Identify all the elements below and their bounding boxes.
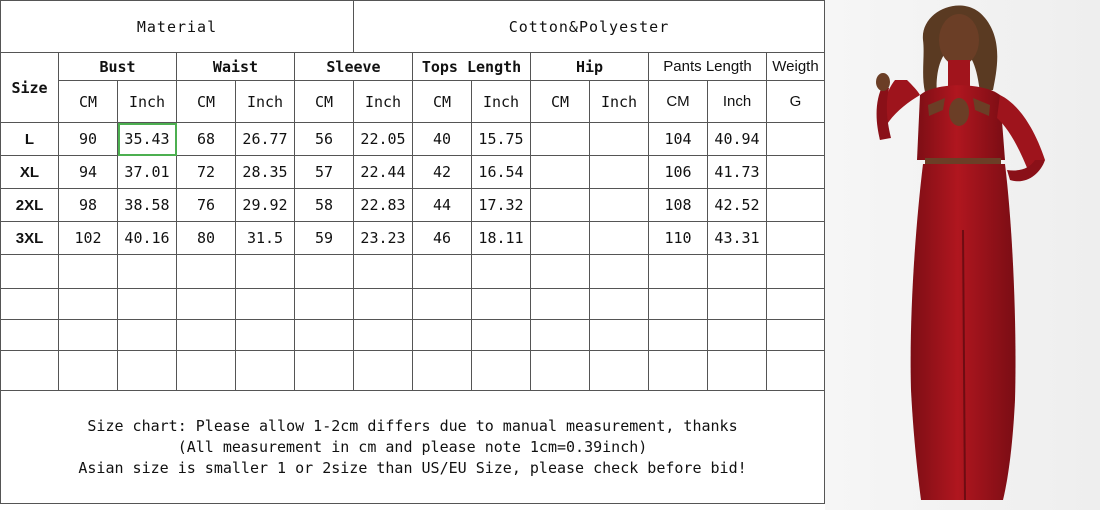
pants-inch-cell[interactable]: 41.73: [708, 156, 767, 189]
empty-cell[interactable]: [236, 255, 295, 289]
pants-cm-cell[interactable]: 104: [649, 123, 708, 156]
empty-cell[interactable]: [1, 289, 59, 320]
tops-cm-cell[interactable]: 42: [413, 156, 472, 189]
note-line-3: Asian size is smaller 1 or 2size than US/EU Size, please check before bid!: [78, 458, 747, 477]
empty-cell[interactable]: [1, 351, 59, 391]
sleeve-cm-cell[interactable]: 57: [295, 156, 354, 189]
tops-inch-cell[interactable]: 18.11: [472, 222, 531, 255]
empty-cell[interactable]: [413, 289, 472, 320]
tops-cm-cell[interactable]: 40: [413, 123, 472, 156]
tops-inch-cell[interactable]: 16.54: [472, 156, 531, 189]
empty-cell[interactable]: [708, 351, 767, 391]
unit-cm[interactable]: CM: [59, 81, 118, 123]
hip-cm-cell[interactable]: [531, 222, 590, 255]
empty-cell[interactable]: [59, 320, 118, 351]
unit-inch[interactable]: Inch: [590, 81, 649, 123]
table-row: [1, 189, 825, 222]
weight-cell[interactable]: [767, 189, 825, 222]
model-illustration: [825, 0, 1100, 510]
bust-cm-cell[interactable]: 102: [59, 222, 118, 255]
bust-cm-cell[interactable]: 90: [59, 123, 118, 156]
unit-inch[interactable]: Inch: [118, 81, 177, 123]
sleeve-inch-cell[interactable]: 22.83: [354, 189, 413, 222]
waist-cm-cell[interactable]: 80: [177, 222, 236, 255]
empty-row: [1, 255, 825, 289]
empty-cell[interactable]: [531, 320, 590, 351]
bust-inch-cell[interactable]: 38.58: [118, 189, 177, 222]
empty-cell[interactable]: [472, 255, 531, 289]
sleeve-inch-cell[interactable]: 22.05: [354, 123, 413, 156]
hip-cm-cell[interactable]: [531, 189, 590, 222]
empty-cell[interactable]: [59, 255, 118, 289]
sleeve-inch-cell[interactable]: 22.44: [354, 156, 413, 189]
empty-cell[interactable]: [708, 255, 767, 289]
bust-cm-cell[interactable]: 94: [59, 156, 118, 189]
empty-cell[interactable]: [767, 351, 825, 391]
pants-inch-cell[interactable]: 42.52: [708, 189, 767, 222]
material-value[interactable]: Cotton&Polyester: [354, 1, 825, 53]
hip-inch-cell[interactable]: [590, 123, 649, 156]
empty-cell[interactable]: [295, 320, 354, 351]
hip-inch-cell[interactable]: [590, 156, 649, 189]
bust-cm-cell[interactable]: 98: [59, 189, 118, 222]
empty-cell[interactable]: [236, 351, 295, 391]
waist-inch-cell[interactable]: 26.77: [236, 123, 295, 156]
waist-inch-cell[interactable]: 29.92: [236, 189, 295, 222]
table-row: [1, 156, 825, 189]
sleeve-cm-cell[interactable]: 56: [295, 123, 354, 156]
empty-cell[interactable]: [413, 255, 472, 289]
empty-cell[interactable]: [295, 289, 354, 320]
waist-cm-cell[interactable]: 68: [177, 123, 236, 156]
tops-cm-cell[interactable]: 44: [413, 189, 472, 222]
empty-cell[interactable]: [590, 289, 649, 320]
empty-cell[interactable]: [177, 289, 236, 320]
unit-cm[interactable]: CM: [531, 81, 590, 123]
empty-cell[interactable]: [118, 255, 177, 289]
sleeve-cm-cell[interactable]: 58: [295, 189, 354, 222]
empty-cell[interactable]: [767, 289, 825, 320]
empty-cell[interactable]: [177, 255, 236, 289]
empty-cell[interactable]: [590, 351, 649, 391]
table-row: [1, 222, 825, 255]
empty-cell[interactable]: [649, 289, 708, 320]
hip-header[interactable]: Hip: [531, 53, 649, 81]
bust-inch-cell-selected[interactable]: 35.43: [118, 123, 177, 156]
size-label[interactable]: L: [1, 123, 59, 156]
sleeve-cm-cell[interactable]: 59: [295, 222, 354, 255]
unit-cm[interactable]: CM: [413, 81, 472, 123]
waist-header[interactable]: Waist: [177, 53, 295, 81]
empty-cell[interactable]: [590, 255, 649, 289]
empty-cell[interactable]: [472, 351, 531, 391]
empty-cell[interactable]: [649, 255, 708, 289]
empty-cell[interactable]: [354, 351, 413, 391]
empty-row: [1, 351, 825, 391]
pants-inch-cell[interactable]: 43.31: [708, 222, 767, 255]
empty-cell[interactable]: [708, 320, 767, 351]
empty-cell[interactable]: [413, 320, 472, 351]
empty-cell[interactable]: [590, 320, 649, 351]
empty-cell[interactable]: [177, 320, 236, 351]
weight-cell[interactable]: [767, 123, 825, 156]
size-chart-note[interactable]: [1, 391, 825, 504]
pants-cm-cell[interactable]: 110: [649, 222, 708, 255]
size-label[interactable]: 3XL: [1, 222, 59, 255]
pants-cm-cell[interactable]: 108: [649, 189, 708, 222]
empty-cell[interactable]: [649, 351, 708, 391]
tops-inch-cell[interactable]: 17.32: [472, 189, 531, 222]
unit-cm[interactable]: CM: [649, 81, 708, 123]
hip-cm-cell[interactable]: [531, 156, 590, 189]
empty-cell[interactable]: [354, 320, 413, 351]
empty-cell[interactable]: [767, 255, 825, 289]
waist-cm-cell[interactable]: 76: [177, 189, 236, 222]
tops-length-header[interactable]: Tops Length: [413, 53, 531, 81]
empty-cell[interactable]: [413, 351, 472, 391]
note-line-1: Size chart: Please allow 1-2cm differs due to manual measurement, thanks: [87, 416, 738, 435]
note-line-2: (All measurement in cm and please note 1cm=0.39inch): [177, 437, 648, 456]
unit-inch[interactable]: Inch: [708, 81, 767, 123]
empty-cell[interactable]: [236, 320, 295, 351]
empty-row: [1, 289, 825, 320]
bust-header[interactable]: Bust: [59, 53, 177, 81]
empty-cell[interactable]: [177, 351, 236, 391]
empty-cell[interactable]: [354, 255, 413, 289]
empty-cell[interactable]: [118, 351, 177, 391]
sleeve-inch-cell[interactable]: 23.23: [354, 222, 413, 255]
empty-cell[interactable]: [59, 289, 118, 320]
material-label[interactable]: Material: [1, 1, 354, 53]
empty-cell[interactable]: [1, 320, 59, 351]
waist-cm-cell[interactable]: 72: [177, 156, 236, 189]
empty-row: [1, 320, 825, 351]
empty-cell[interactable]: [118, 320, 177, 351]
empty-cell[interactable]: [118, 289, 177, 320]
empty-cell[interactable]: [531, 289, 590, 320]
unit-cm[interactable]: CM: [177, 81, 236, 123]
bust-inch-cell[interactable]: 40.16: [118, 222, 177, 255]
unit-inch[interactable]: Inch: [472, 81, 531, 123]
empty-cell[interactable]: [295, 255, 354, 289]
empty-cell[interactable]: [472, 289, 531, 320]
model-photo: [825, 0, 1100, 510]
bust-inch-cell[interactable]: 37.01: [118, 156, 177, 189]
weight-header[interactable]: Weigth: [767, 53, 825, 81]
pants-cm-cell[interactable]: 106: [649, 156, 708, 189]
unit-inch[interactable]: Inch: [236, 81, 295, 123]
sleeve-header[interactable]: Sleeve: [295, 53, 413, 81]
size-label[interactable]: XL: [1, 156, 59, 189]
empty-cell[interactable]: [295, 351, 354, 391]
pants-inch-cell[interactable]: 40.94: [708, 123, 767, 156]
size-label[interactable]: 2XL: [1, 189, 59, 222]
unit-inch[interactable]: Inch: [354, 81, 413, 123]
empty-cell[interactable]: [472, 320, 531, 351]
empty-cell[interactable]: [236, 289, 295, 320]
weight-cell[interactable]: [767, 156, 825, 189]
waist-inch-cell[interactable]: 31.5: [236, 222, 295, 255]
hip-inch-cell[interactable]: [590, 222, 649, 255]
empty-cell[interactable]: [649, 320, 708, 351]
table-row: [1, 123, 825, 156]
empty-cell[interactable]: [767, 320, 825, 351]
waist-inch-cell[interactable]: 28.35: [236, 156, 295, 189]
empty-cell[interactable]: [531, 351, 590, 391]
pants-length-header[interactable]: Pants Length: [649, 53, 767, 81]
empty-cell[interactable]: [354, 289, 413, 320]
hip-inch-cell[interactable]: [590, 189, 649, 222]
empty-cell[interactable]: [531, 255, 590, 289]
weight-cell[interactable]: [767, 222, 825, 255]
tops-cm-cell[interactable]: 46: [413, 222, 472, 255]
empty-cell[interactable]: [1, 255, 59, 289]
unit-cm[interactable]: CM: [295, 81, 354, 123]
unit-g[interactable]: G: [767, 81, 825, 123]
empty-cell[interactable]: [59, 351, 118, 391]
empty-cell[interactable]: [708, 289, 767, 320]
hip-cm-cell[interactable]: [531, 123, 590, 156]
size-header[interactable]: Size: [1, 53, 59, 123]
tops-inch-cell[interactable]: 15.75: [472, 123, 531, 156]
